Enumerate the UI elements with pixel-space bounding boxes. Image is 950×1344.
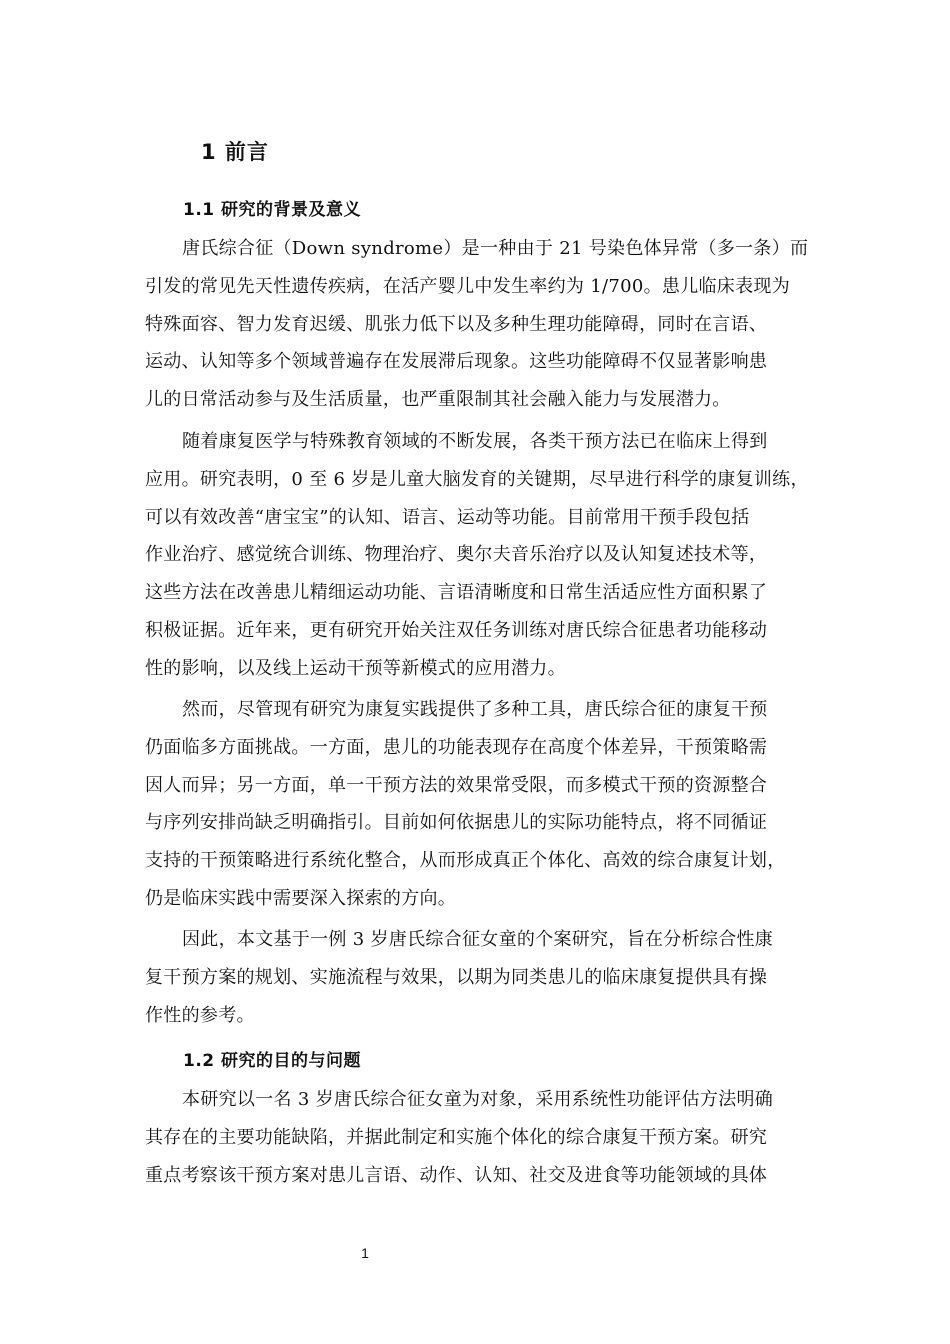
text-line: 可以有效改善“唐宝宝”的认知、语言、运动等功能。目前常用干预手段包括: [145, 506, 750, 528]
paragraph: [145, 691, 810, 918]
text-line: 引发的常见先天性遗传疾病，在活产婴儿中发生率约为 1/700。患儿临床表现为: [145, 275, 790, 297]
text-line: 作性的参考。: [145, 1004, 255, 1026]
text-line: 因人而异；另一方面，单一干预方法的效果常受限，而多模式干预的资源整合: [145, 774, 768, 796]
text-line: 儿的日常活动参与及生活质量，也严重限制其社会融入能力与发展潜力。: [145, 389, 731, 411]
text-line: 随着康复医学与特殊教育领域的不断发展，各类干预方法已在临床上得到: [182, 431, 768, 452]
text-line: 支持的干预策略进行系统化整合，从而形成真正个体化、高效的综合康复计划，: [145, 850, 786, 872]
text-line: 其存在的主要功能缺陷，并据此制定和实施个体化的综合康复干预方案。研究: [145, 1126, 768, 1148]
chapter-heading: 1 前言: [201, 140, 269, 164]
text-line: 运动、认知等多个领域普遍存在发展滞后现象。这些功能障碍不仅显著影响患: [145, 351, 768, 373]
page-number: 1: [361, 1245, 369, 1261]
paragraph: [145, 423, 810, 688]
text-line: 积极证据。近年来，更有研究开始关注双任务训练对唐氏综合征患者功能移动: [145, 619, 768, 641]
paragraph: [145, 921, 810, 1034]
text-line: 应用。研究表明，0 至 6 岁是儿童大脑发育的关键期，尽早进行科学的康复训练，: [145, 468, 809, 490]
text-line: 复干预方案的规划、实施流程与效果，以期为同类患儿的临床康复提供具有操: [145, 966, 768, 988]
text-line: 唐氏综合征（Down syndrome）是一种由于 21 号染色体异常（多一条）而: [182, 238, 809, 259]
section-heading-1-2: 1.2 研究的目的与问题: [183, 1051, 362, 1071]
text-line: 仍是临床实践中需要深入探索的方向。: [145, 887, 457, 909]
text-line: 性的影响，以及线上运动干预等新模式的应用潜力。: [145, 657, 566, 679]
text-line: 与序列安排尚缺乏明确指引。目前如何依据患儿的实际功能特点，将不同循证: [145, 812, 768, 834]
text-line: 本研究以一名 3 岁唐氏综合征女童为对象，采用系统性功能评估方法明确: [182, 1089, 774, 1110]
paragraph: [145, 230, 810, 419]
paragraph: [145, 1081, 810, 1194]
text-line: 仍面临多方面挑战。一方面，患儿的功能表现存在高度个体差异，干预策略需: [145, 736, 768, 758]
text-line: 然而，尽管现有研究为康复实践提供了多种工具，唐氏综合征的康复干预: [182, 699, 768, 720]
text-line: 作业治疗、感觉统合训练、物理治疗、奥尔夫音乐治疗以及认知复述技术等，: [145, 544, 768, 566]
section-heading-1-1: 1.1 研究的背景及意义: [183, 200, 362, 220]
text-line: 特殊面容、智力发育迟缓、肌张力低下以及多种生理功能障碍，同时在言语、: [145, 313, 768, 335]
text-line: 这些方法在改善患儿精细运动功能、言语清晰度和日常生活适应性方面积累了: [145, 582, 768, 604]
text-line: 重点考察该干预方案对患儿言语、动作、认知、社交及进食等功能领域的具体: [145, 1164, 768, 1186]
text-line: 因此，本文基于一例 3 岁唐氏综合征女童的个案研究，旨在分析综合性康: [182, 929, 774, 950]
